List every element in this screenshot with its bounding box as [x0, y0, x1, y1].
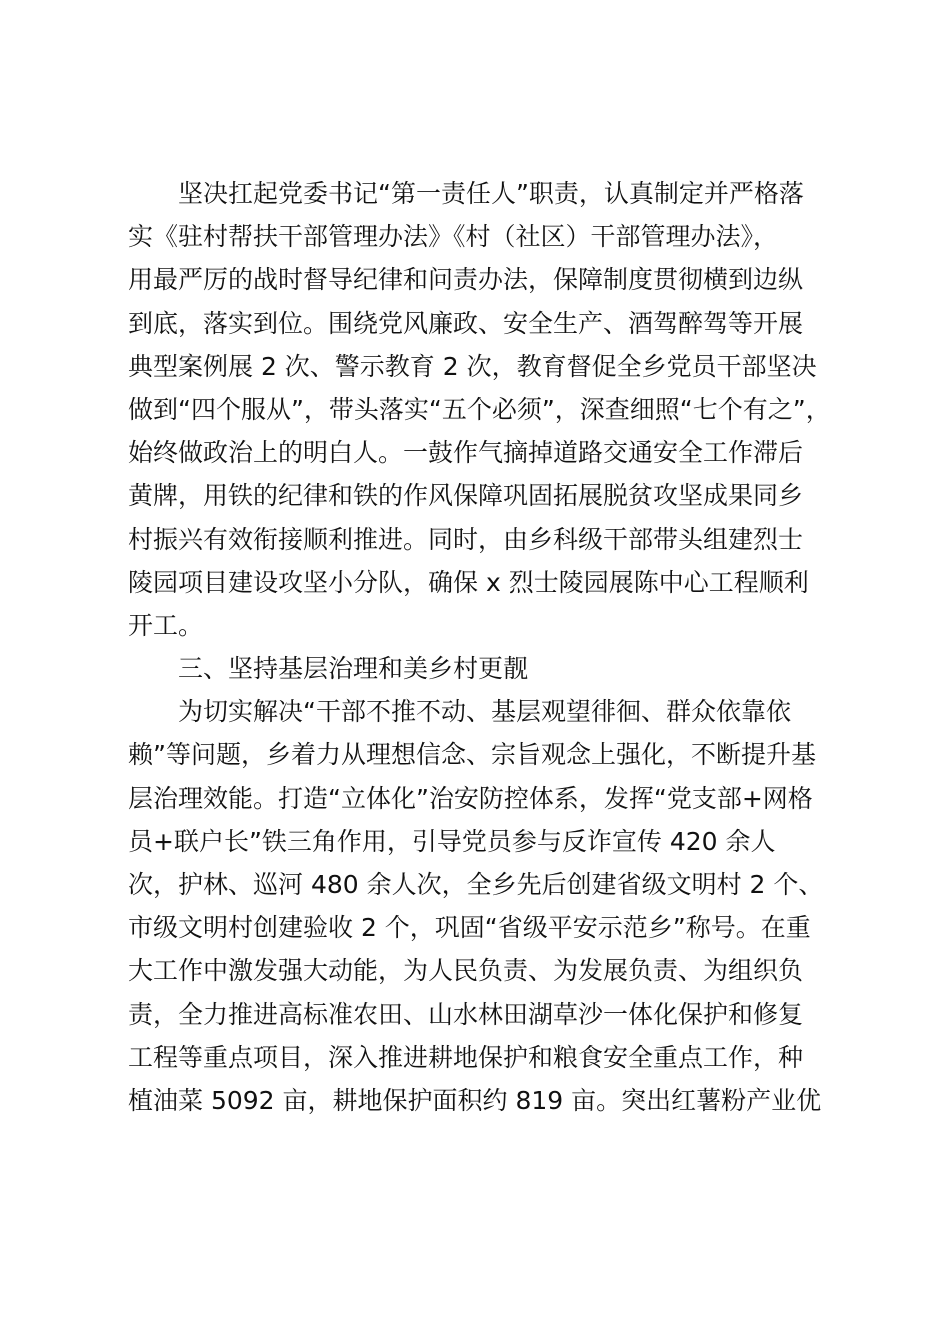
paragraph-line: 典型案例展 2 次、警示教育 2 次，教育督促全乡党员干部坚决 — [128, 351, 817, 381]
paragraph-1 — [128, 172, 850, 647]
paragraph-line: 村振兴有效衔接顺利推进。同时，由乡科级干部带头组建烈士 — [128, 524, 804, 554]
paragraph-line: 责，全力推进高标准农田、山水林田湖草沙一体化保护和修复 — [128, 999, 804, 1029]
paragraph-line: 层治理效能。打造“立体化”治安防控体系，发挥“党支部+网格 — [128, 783, 813, 813]
paragraph-line: 为切实解决“干部不推不动、基层观望徘徊、群众依靠依 — [178, 697, 791, 727]
document-body — [128, 172, 850, 1122]
paragraph-line: 做到“四个服从”，带头落实“五个必须”，深查细照“七个有之”， — [128, 394, 831, 424]
paragraph-line: 用最严厉的战时督导纪律和问责办法，保障制度贯彻横到边纵 — [128, 265, 804, 295]
paragraph-2 — [128, 690, 850, 1122]
paragraph-line: 市级文明村创建验收 2 个，巩固“省级平安示范乡”称号。在重 — [128, 913, 811, 943]
paragraph-line: 始终做政治上的明白人。一鼓作气摘掉道路交通安全工作滞后 — [128, 438, 804, 468]
paragraph-line: 次，护林、巡河 480 余人次，全乡先后创建省级文明村 2 个、 — [128, 870, 824, 899]
paragraph-line: 实《驻村帮扶干部管理办法》《村（社区）干部管理办法》， — [128, 222, 779, 252]
paragraph-line: 植油菜 5092 亩，耕地保护面积约 819 亩。突出红薯粉产业优 — [128, 1085, 822, 1115]
paragraph-line: 坚决扛起党委书记“第一责任人”职责，认真制定并严格落 — [178, 179, 804, 208]
paragraph-line: 赖”等问题，乡着力从理想信念、宗旨观念上强化，不断提升基 — [128, 740, 816, 770]
paragraph-line: 工程等重点项目，深入推进耕地保护和粮食安全重点工作，种 — [128, 1042, 804, 1072]
paragraph-line: 到底，落实到位。围绕党风廉政、安全生产、酒驾醉驾等开展 — [128, 308, 804, 338]
paragraph-line: 开工。 — [128, 610, 204, 640]
section-heading: 三、坚持基层治理和美乡村更靓 — [178, 654, 529, 684]
paragraph-line: 大工作中激发强大动能，为人民负责、为发展负责、为组织负 — [128, 956, 804, 986]
paragraph-line: 员+联户长”铁三角作用，引导党员参与反诈宣传 420 余人 — [128, 826, 776, 856]
paragraph-line: 黄牌，用铁的纪律和铁的作风保障巩固拓展脱贫攻坚成果同乡 — [128, 481, 804, 511]
paragraph-line: 陵园项目建设攻坚小分队，确保 x 烈士陵园展陈中心工程顺利 — [128, 567, 809, 597]
